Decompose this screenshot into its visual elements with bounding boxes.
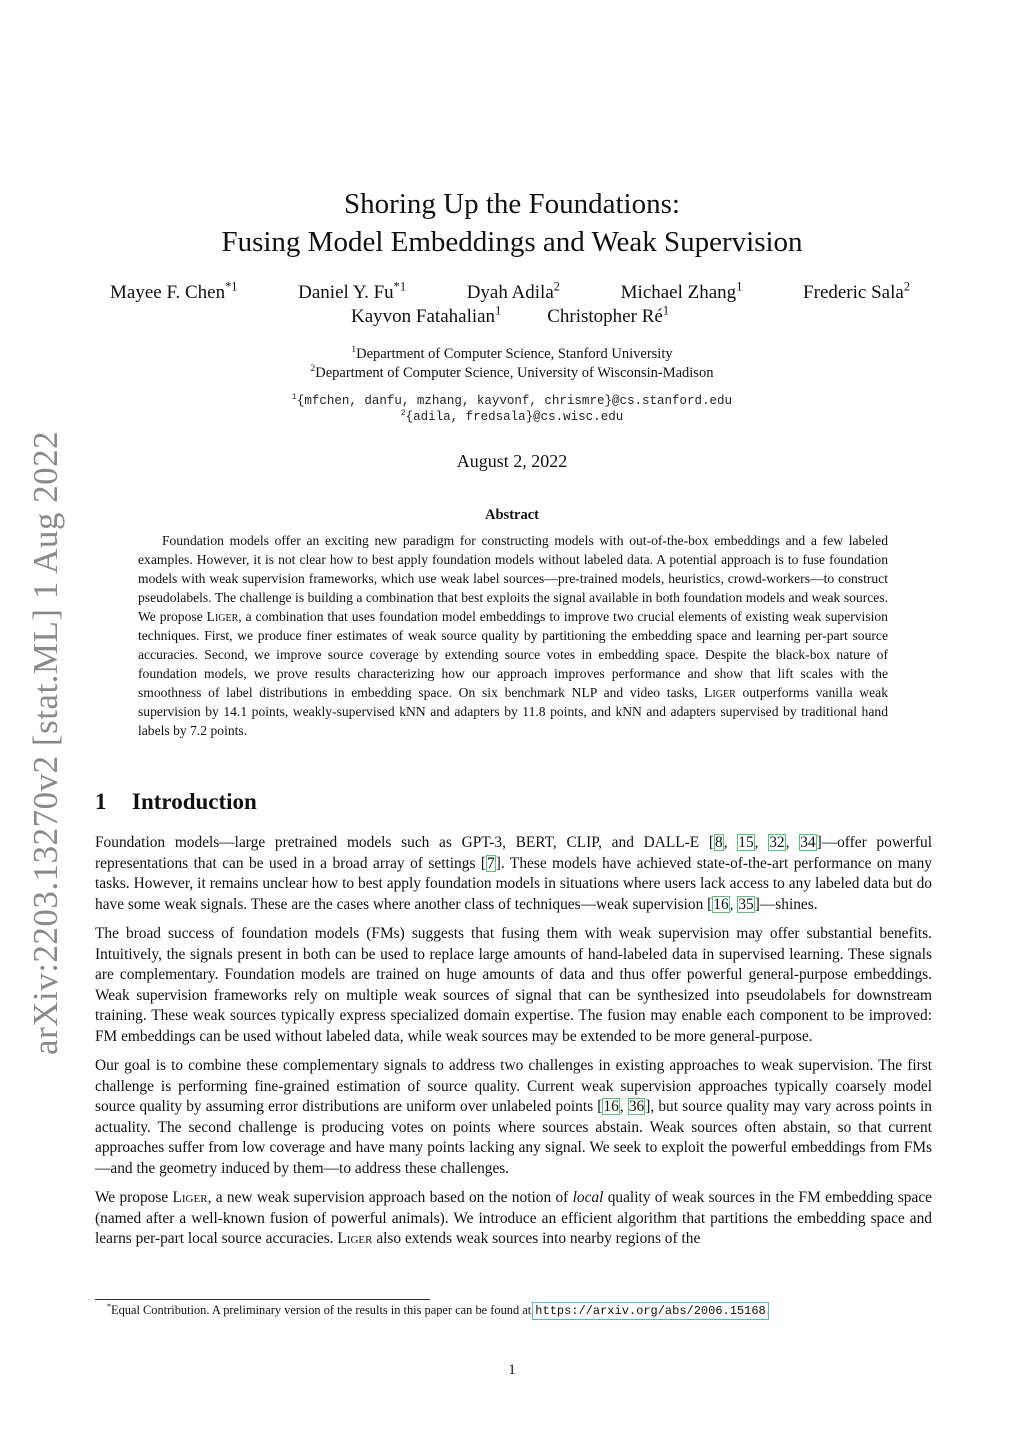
footnote-url-link[interactable]: https://arxiv.org/abs/2006.15168 <box>535 1304 766 1318</box>
section-heading: 1 Introduction <box>95 789 257 814</box>
publication-date: August 2, 2022 <box>456 451 568 471</box>
citation-link[interactable]: 15 <box>738 834 754 851</box>
method-name: Liger <box>206 609 239 624</box>
citation-link[interactable]: 36 <box>628 1098 645 1115</box>
author: Dyah Adila$^2$ <box>466 279 560 303</box>
abstract-text: Foundation models offer an exciting new paradigm for constructing models with out-of-the-box embeddings and a few labeled examples. However, it is not clear how to best apply foundation models without labeled data. A potential approach is to fuse foundation models with weak supervision frameworks, which use weak label sources—pre-trained models, heuristics, crowd-workers—to construct pseudolabels. The challenge is building a combination that best exploits the signal available in both foundation models and weak sources. We propose Liger, a combination that uses foundation model embeddings to improve two crucial elements of existing weak supervision techniques. First, we produce finer estimates of weak source quality by partitioning the embedding space and learning per-part source accuracies. Second, we improve source coverage by extending source votes in embedding space. Despite the black-box nature of foundation models, we prove results characterizing how our approach improves performance and show that lift scales with the smoothness of label distributions in embedding space. On six benchmark NLP and video tasks, Liger outperforms vanilla weak supervision by 14.1 points, weakly-supervised kNN and adapters by 11.8 points, and kNN and adapters supervised by traditional hand labels by 7.2 points. <box>138 533 888 738</box>
method-name: Liger <box>704 685 736 700</box>
author: Daniel Y. Fu$^{*1}$ <box>298 279 407 303</box>
method-name: Liger <box>337 1230 373 1247</box>
paragraph: The broad success of foundation models (FMs) suggests that fusing them with weak supervision may offer substantial benefits. Intuitively, the signals present in both can be used to replace large amounts of hand-labeled data in supervised learning. These signals are complementary. Foundation models are trained on huge amounts of data and thus offer powerful general-purpose embeddings. Weak supervision frameworks rely on multiple weak sources of signal that can be synthesized into pseudolabels for downstream training. These weak sources typically express specialized domain expertise. The fusion may enable each component to be improved: FM embeddings can be used without labeled data, while weak sources may be extended to be more general-purpose. <box>95 925 932 1045</box>
abstract-heading: Abstract <box>485 507 539 523</box>
paper-title <box>100 185 924 261</box>
citation-link[interactable]: 35 <box>738 895 754 913</box>
email-line: $^1${mfchen, danfu, mzhang, kayvonf, chrismre}@cs.stanford.edu <box>292 392 732 408</box>
author-list <box>110 281 910 329</box>
citation-link[interactable]: 16 <box>603 1098 619 1115</box>
author: Christopher $Ré^1$ <box>547 303 669 327</box>
arxiv-identifier: arXiv:2203.13270v2 [stat.ML] 1 Aug 2022 <box>26 430 65 1055</box>
footnote: *Equal Contribution. A preliminary version of the results in this paper can be found at https://arxiv.org/abs/2006.15168. <box>107 1301 770 1318</box>
body-text <box>95 833 932 1259</box>
email-line: $^2${adila, fredsala}@cs.wisc.edu <box>400 408 624 424</box>
citation-link[interactable]: 34 <box>800 834 816 851</box>
title-line-1: Shoring Up the Foundations: <box>344 188 680 220</box>
title-line-2: Fusing Model Embeddings and Weak Supervision <box>221 226 803 258</box>
author: Frederic Sala$^2$ <box>803 279 910 303</box>
footnote-rule <box>95 1299 430 1300</box>
citation-link[interactable]: 8 <box>715 834 723 851</box>
author: Kayvon Fatahalian$^1$ <box>351 303 502 327</box>
citation-link[interactable]: 16 <box>713 895 729 913</box>
author: Mayee F. Chen$^{*1}$ <box>110 279 238 303</box>
author: Michael Zhang$^1$ <box>620 279 743 303</box>
paragraph: Foundation models—large pretrained models such as GPT-3, BERT, CLIP, and DALL-E [8, 15, 32, 34]—offer powerful representations that can be used in a broad array of settings [7]. These models have achieved state-of-the-art performance on many tasks. However, it remains unclear how to best apply foundation models in situations where users lack access to any labeled data but do have some weak signals. These are the cases where another class of techniques—weak supervision [16, 35]—shines. <box>95 834 932 913</box>
citation-link[interactable]: 32 <box>769 834 785 851</box>
page-number: 1 <box>508 1362 516 1378</box>
affiliations <box>100 345 924 383</box>
paragraph: We propose Liger, a new weak supervision approach based on the notion of local quality of weak sources in the FM embedding space (named after a well-known fusion of powerful animals). We introduce an efficient algorithm that partitions the embedding space and learns per-part local source accuracies. Liger also extends weak sources into nearby regions of the <box>95 1189 932 1247</box>
method-name: Liger <box>172 1189 208 1206</box>
affiliation: $^2$Department of Computer Science, University of Wisconsin-Madison <box>310 364 714 381</box>
citation-link[interactable]: 7 <box>487 854 495 872</box>
paragraph: Our goal is to combine these complementary signals to address two challenges in existing approaches to weak supervision. The first challenge is performing fine-grained estimation of source quality. Current weak supervision approaches typically coarsely model source quality by assuming error distributions are uniform over unlabeled points [16, 36], but source quality may vary across points in actuality. The second challenge is producing votes on points where sources abstain. Weak sources often abstain, so that current approaches suffer from low coverage and have many points lacking any signal. We seek to exploit the powerful embeddings from FMs—and the geometry induced by them—to address these challenges. <box>95 1057 932 1177</box>
affiliation: $^1$Department of Computer Science, Stanford University <box>351 345 673 362</box>
author-emails <box>100 393 924 425</box>
